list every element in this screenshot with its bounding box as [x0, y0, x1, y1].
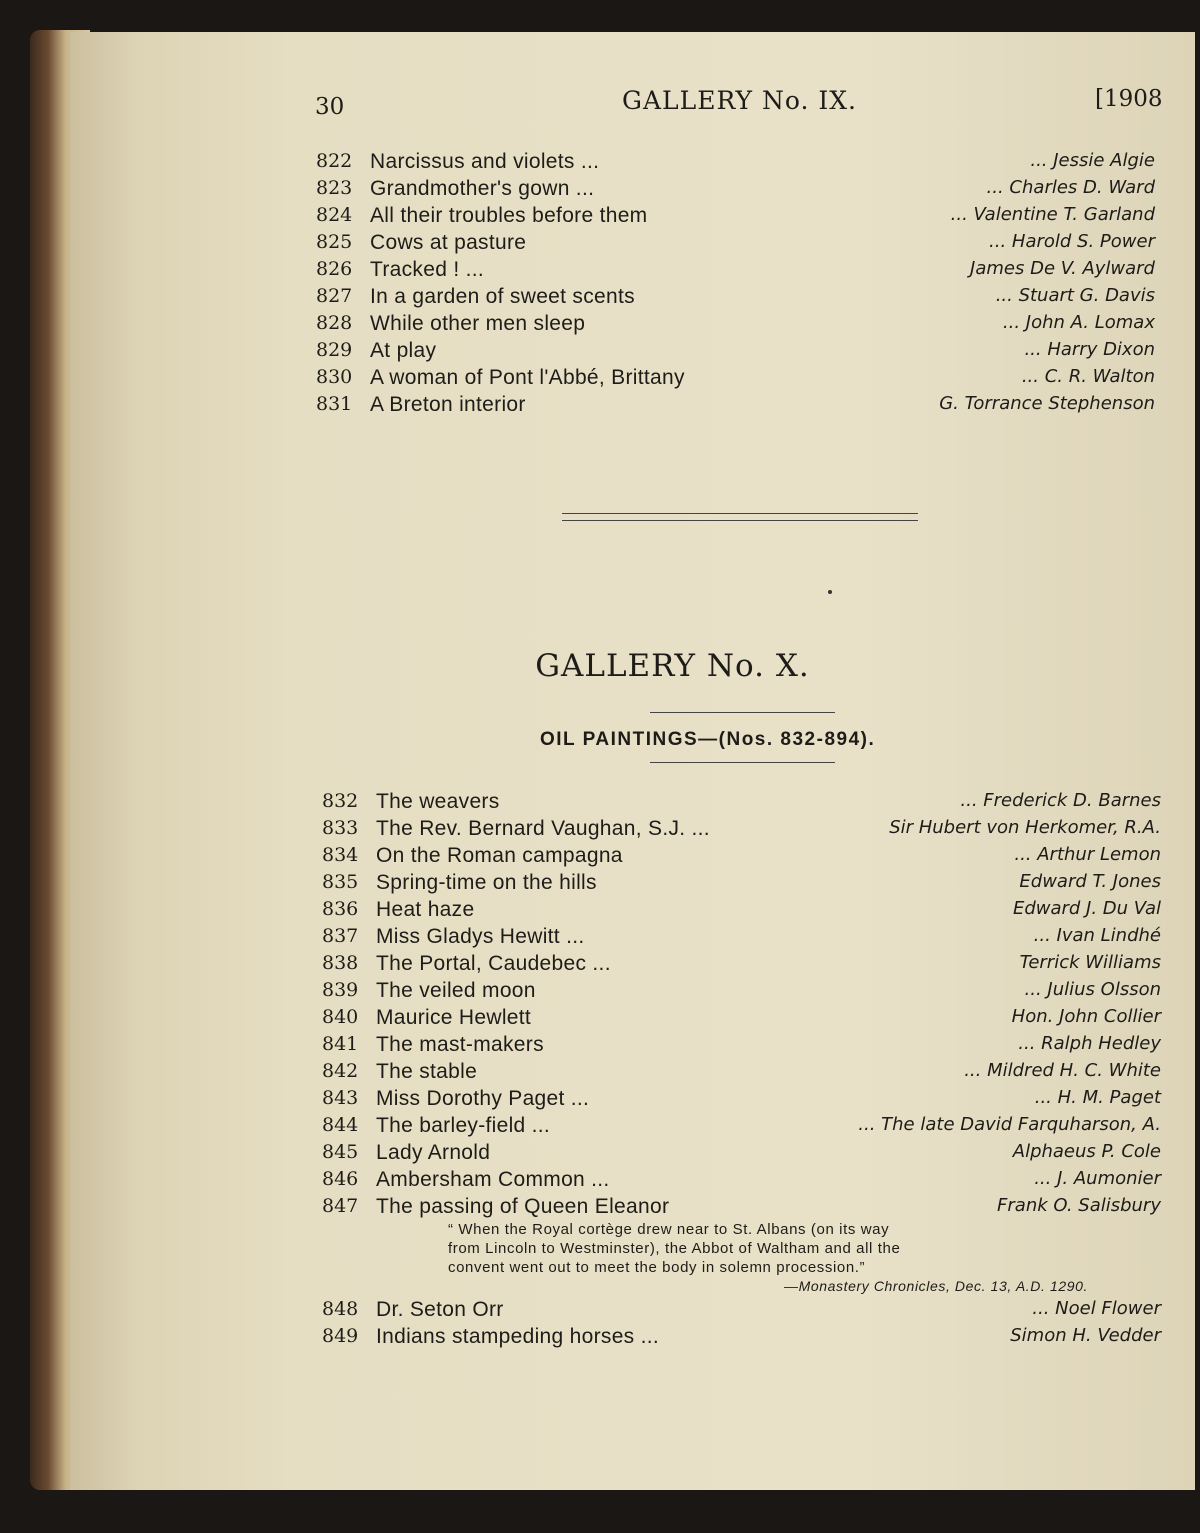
page-header	[70, 86, 1195, 126]
entry-title: Indians stampeding horses ...	[376, 1325, 660, 1348]
entry-artist: ... The late David Farquharson, A.	[858, 1114, 1161, 1135]
entry-number: 847	[322, 1195, 359, 1217]
entry-number: 845	[322, 1141, 359, 1163]
entry-artist: ... Mildred H. C. White	[964, 1060, 1161, 1081]
entry-title: The passing of Queen Eleanor	[376, 1195, 670, 1218]
entry-title: A Breton interior	[370, 393, 526, 416]
entry-artist: ... Arthur Lemon	[1014, 844, 1161, 865]
entry-artist: ... Valentine T. Garland	[950, 204, 1155, 225]
entry-title: Spring-time on the hills	[376, 871, 597, 894]
catalogue-entry	[70, 844, 1195, 871]
entry-number: 838	[322, 952, 359, 974]
entry-artist: Sir Hubert von Herkomer, R.A.	[889, 817, 1161, 838]
entry-artist: Frank O. Salisbury	[997, 1195, 1161, 1216]
catalogue-entry	[70, 952, 1195, 979]
entry-title: The stable	[376, 1060, 478, 1083]
entry-artist: Edward J. Du Val	[1012, 898, 1161, 919]
catalogue-entry	[70, 204, 1195, 231]
entry-title: While other men sleep	[370, 312, 586, 335]
entry-artist: ... Charles D. Ward	[986, 177, 1155, 198]
print-dot	[828, 590, 832, 594]
catalogue-entry	[70, 1006, 1195, 1033]
entry-artist: Alphaeus P. Cole	[1012, 1141, 1161, 1162]
entry-artist: ... Frederick D. Barnes	[960, 790, 1161, 811]
entry-artist: Hon. John Collier	[1011, 1006, 1161, 1027]
entry-artist: ... Ralph Hedley	[1018, 1033, 1161, 1054]
entry-title: Narcissus and violets ...	[370, 150, 600, 173]
gallery-x-title-text: GALLERY No. X.	[535, 648, 810, 684]
entry-title: Dr. Seton Orr	[376, 1298, 504, 1321]
entry-number: 825	[316, 231, 353, 253]
rule-below-subtitle	[650, 762, 835, 763]
entry-number: 834	[322, 844, 359, 866]
running-head-gallery: GALLERY No. IX.	[622, 86, 857, 115]
catalogue-entry	[70, 231, 1195, 258]
entry-artist: ... John A. Lomax	[1002, 312, 1155, 333]
entry-artist: ... Noel Flower	[1032, 1298, 1161, 1319]
quote-line: convent went out to meet the body in solemn procession.”	[448, 1259, 866, 1276]
gallery-x-title	[70, 648, 1195, 684]
catalogue-entry	[70, 1298, 1195, 1325]
entry-number: 841	[322, 1033, 359, 1055]
catalogue-entry	[70, 177, 1195, 204]
entry-number: 822	[316, 150, 353, 172]
entry-title: The Portal, Caudebec ...	[376, 952, 611, 975]
entry-title: Tracked ! ...	[370, 258, 484, 281]
entry-artist: James De V. Aylward	[970, 258, 1155, 279]
entry-title: The mast-makers	[376, 1033, 544, 1056]
catalogue-entry	[70, 366, 1195, 393]
entry-artist: G. Torrance Stephenson	[939, 393, 1155, 414]
entry-artist: ... J. Aumonier	[1034, 1168, 1161, 1189]
entry-title: On the Roman campagna	[376, 844, 623, 867]
entry-number: 848	[322, 1298, 359, 1320]
entry-number: 837	[322, 925, 359, 947]
catalogue-entry	[70, 285, 1195, 312]
entry-number: 844	[322, 1114, 359, 1136]
catalogue-entry	[70, 1087, 1195, 1114]
catalogue-page	[70, 32, 1195, 1490]
entry-number: 833	[322, 817, 359, 839]
entry-title: Heat haze	[376, 898, 475, 921]
entry-title: The barley-field ...	[376, 1114, 551, 1137]
section-divider	[562, 513, 918, 521]
catalogue-entry	[70, 1168, 1195, 1195]
entry-number: 846	[322, 1168, 359, 1190]
catalogue-entry	[70, 898, 1195, 925]
catalogue-entry	[70, 339, 1195, 366]
entry-artist: ... Jessie Algie	[1030, 150, 1155, 171]
entry-artist: Edward T. Jones	[1019, 871, 1161, 892]
quote-line: from Lincoln to Westminster), the Abbot of Waltham and all the	[448, 1240, 901, 1257]
entry-artist: ... Stuart G. Davis	[995, 285, 1155, 306]
catalogue-entry	[70, 1195, 1195, 1222]
entry-number: 839	[322, 979, 359, 1001]
entry-title: In a garden of sweet scents	[370, 285, 635, 308]
entry-title: Grandmother's gown ...	[370, 177, 595, 200]
quote-line: “ When the Royal cortège drew near to St. Albans (on its way	[448, 1221, 890, 1238]
entry-artist: ... Harry Dixon	[1024, 339, 1155, 360]
entry-number: 826	[316, 258, 353, 280]
entry-title: At play	[370, 339, 437, 362]
entry-title: Miss Gladys Hewitt ...	[376, 925, 585, 948]
entry-number: 828	[316, 312, 353, 334]
entry-title: A woman of Pont l'Abbé, Brittany	[370, 366, 685, 389]
entry-title: The Rev. Bernard Vaughan, S.J. ...	[376, 817, 710, 840]
catalogue-entry	[70, 1060, 1195, 1087]
entry-artist: ... H. M. Paget	[1034, 1087, 1161, 1108]
entry-number: 823	[316, 177, 353, 199]
catalogue-entry	[70, 979, 1195, 1006]
epigraph-quote	[448, 1220, 1088, 1296]
catalogue-entry	[70, 1325, 1195, 1352]
entry-artist: ... Julius Olsson	[1024, 979, 1161, 1000]
catalogue-entry	[70, 1141, 1195, 1168]
entry-title: The veiled moon	[376, 979, 536, 1002]
entry-number: 835	[322, 871, 359, 893]
entry-title: Cows at pasture	[370, 231, 527, 254]
entry-number: 824	[316, 204, 353, 226]
entry-artist: Terrick Williams	[1019, 952, 1161, 973]
entry-number: 829	[316, 339, 353, 361]
catalogue-entry	[70, 1033, 1195, 1060]
entry-number: 832	[322, 790, 359, 812]
catalogue-entry	[70, 925, 1195, 952]
catalogue-entry	[70, 312, 1195, 339]
entry-artist: ... Harold S. Power	[989, 231, 1155, 252]
catalogue-entry	[70, 1114, 1195, 1141]
entry-number: 836	[322, 898, 359, 920]
entry-number: 843	[322, 1087, 359, 1109]
catalogue-entry	[70, 817, 1195, 844]
entry-title: Miss Dorothy Paget ...	[376, 1087, 590, 1110]
catalogue-entry	[70, 393, 1195, 420]
oil-paintings-subtitle: OIL PAINTINGS—(Nos. 832-894).	[540, 729, 876, 750]
running-head-year: [1908	[1095, 86, 1163, 112]
entry-number: 831	[316, 393, 353, 415]
entry-number: 842	[322, 1060, 359, 1082]
catalogue-entry	[70, 790, 1195, 817]
entry-number: 827	[316, 285, 353, 307]
entry-title: The weavers	[376, 790, 500, 813]
entry-number: 840	[322, 1006, 359, 1028]
catalogue-entry	[70, 258, 1195, 285]
entry-artist: ... C. R. Walton	[1021, 366, 1155, 387]
entry-number: 849	[322, 1325, 359, 1347]
entry-title: Maurice Hewlett	[376, 1006, 532, 1029]
catalogue-entry	[70, 150, 1195, 177]
entry-artist: ... Ivan Lindhé	[1033, 925, 1161, 946]
catalogue-entry	[70, 871, 1195, 898]
entry-artist: Simon H. Vedder	[1010, 1325, 1161, 1346]
entry-title: All their troubles before them	[370, 204, 648, 227]
rule-above-subtitle	[650, 712, 835, 713]
entry-title: Lady Arnold	[376, 1141, 491, 1164]
quote-source: —Monastery Chronicles, Dec. 13, A.D. 1290.	[783, 1278, 1088, 1294]
page-number: 30	[315, 94, 345, 120]
entry-number: 830	[316, 366, 353, 388]
entry-title: Ambersham Common ...	[376, 1168, 610, 1191]
